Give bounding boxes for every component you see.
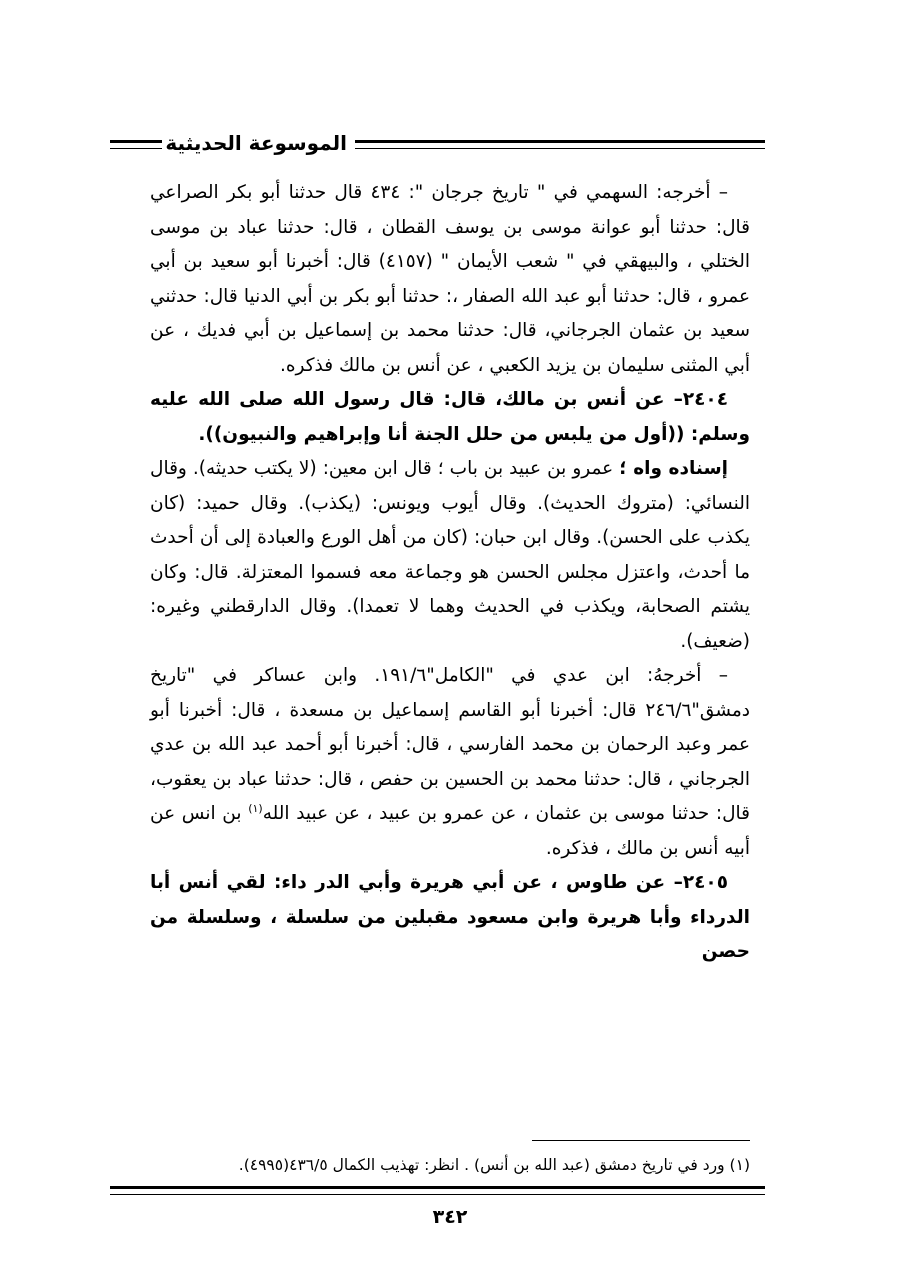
footer-rule — [110, 1186, 765, 1195]
main-text — [150, 176, 750, 970]
hadith-text: ٢٤٠٤– عن أنس بن مالك، قال: قال رسول الله صلى الله عليه وسلم: ((أول من يلبس من حلل الجنة أنا وإبراهيم والنبيون)). — [150, 389, 750, 445]
grading-label: إسناده واه ؛ — [619, 458, 728, 479]
hadith-text: ٢٤٠٥– عن طاوس ، عن أبي هريرة وأبي الدر داء: لقي أنس أبا الدرداء وأبا هريرة وابن مسعود مقبلين من سلسلة ، وسلسلة من حصن — [150, 872, 750, 962]
paragraph-text-after: بن انس عن أبيه أنس بن مالك ، فذكره. — [150, 803, 750, 859]
paragraph-text: – أخرجهُ: ابن عدي في "الكامل"١٩١/٦. وابن عساكر في "تاريخ دمشق"٢٤٦/٦ قال: أخبرنا أبو القاسم إسماعيل بن مسعدة ، قال: أخبرنا أبو عمر وعبد الرحمان بن محمد الفارسي ، قال: أخبرنا أبو أحمد عبد الله بن عدي الجرجاني ، قال: حدثنا محمد بن الحسين بن حفص ، قال: حدثنا عباد بن يعقوب، قال: حدثنا موسى بن عثمان ، عن عمرو بن عبيد ، عن عبيد الله — [150, 665, 751, 824]
page-header — [110, 128, 765, 158]
footnote-separator — [532, 1140, 750, 1141]
footnote-marker[interactable]: (١) — [248, 801, 263, 815]
paragraph-text: عمرو بن عبيد بن باب ؛ قال ابن معين: (لا يكتب حديثه). وقال النسائي: (متروك الحديث). وقال أيوب ويونس: (يكذب). وقال حميد: (كان يكذب على الحسن). وقال ابن حبان: (كان من أهل الورع والعبادة إلى أن أحدث ما أحدث، واعتزل مجلس الحسن هو وجماعة معه فسموا المعتزلة. قال: وكان يشتم الصحابة، ويكذب في الحديث وهما لا تعمدا). وقال الدارقطني وغيره: (ضعيف). — [150, 458, 750, 652]
footnote: (١) ورد في تاريخ دمشق (عبد الله بن أنس) . انظر: تهذيب الكمال ٤٣٦/٥(٤٩٩٥). — [238, 1156, 750, 1174]
hadith-2404 — [150, 383, 750, 452]
header-rule-right — [355, 140, 765, 149]
hadith-2405 — [150, 866, 750, 970]
paragraph-takhrij-1 — [150, 176, 750, 383]
page-number: ٣٤٢ — [432, 1206, 468, 1228]
paragraph-isnad-grading — [150, 452, 750, 659]
paragraph-takhrij-2 — [150, 659, 750, 866]
header-rule-left — [110, 140, 162, 149]
header-title: الموسوعة الحديثية — [165, 131, 347, 155]
paragraph-text: – أخرجه: السهمي في " تاريخ جرجان ": ٤٣٤ قال حدثنا أبو بكر الصراعي قال: حدثنا أبو عوانة موسى بن يوسف القطان ، قال: حدثنا عباد بن موسى الختلي ، والبيهقي في " شعب الأيمان " (٤١٥٧) قال: أخبرنا أبو سعيد بن أبي عمرو ، قال: حدثنا أبو عبد الله الصفار ،: حدثنا أبو بكر بن أبي الدنيا قال: حدثني سعيد بن عثمان الجرجاني، قال: حدثنا محمد بن إسماعيل بن أبي فديك ، عن أبي المثنى سليمان بن يزيد الكعبي ، عن أنس بن مالك فذكره. — [150, 182, 751, 376]
